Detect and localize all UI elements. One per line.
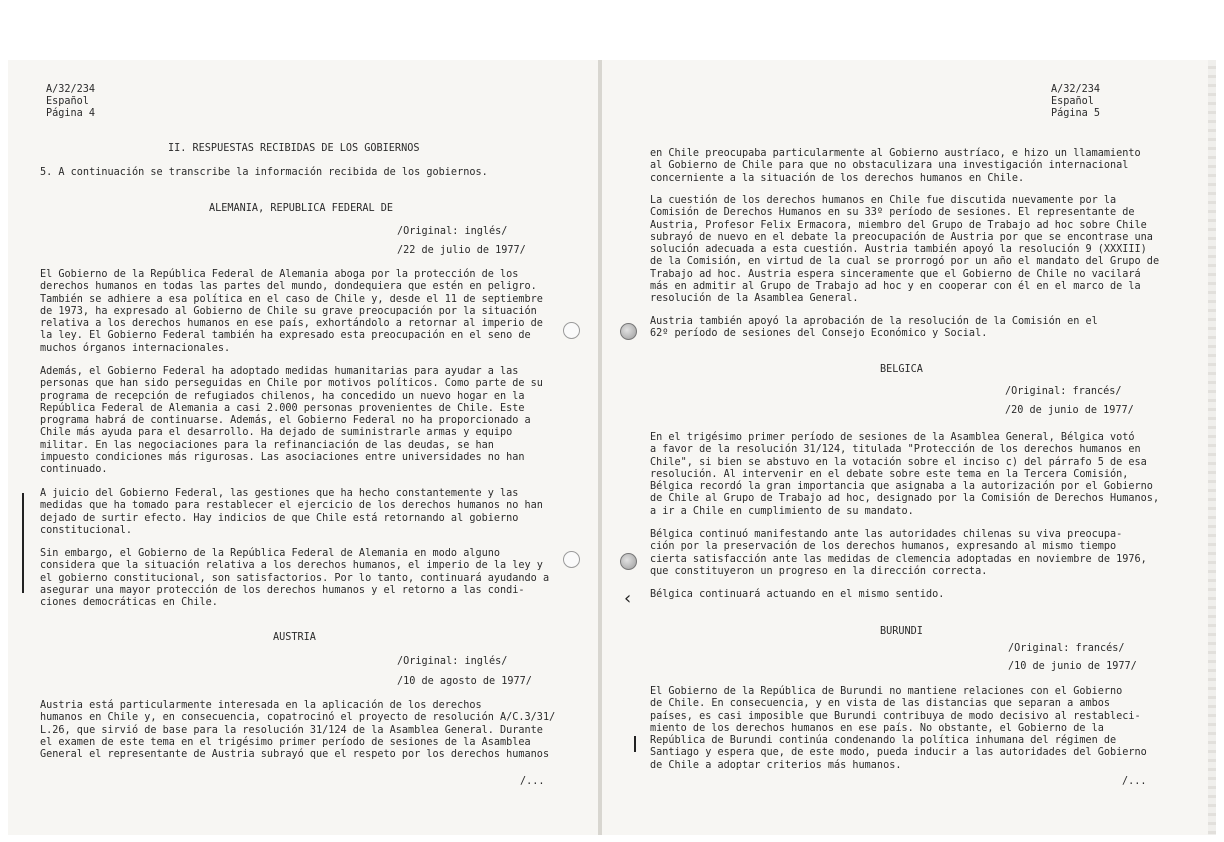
alemania-paragraph-2: Además, el Gobierno Federal ha adoptado medidas humanitarias para ayudar a las personas que han sido perseguidas en Chile por motivos políticos. Como parte de su programa de recepción de refugiados chilenos, ha concedido un nuevo hogar en la República Federal de Alemania a casi 2.000 personas provenientes de Chile. Este programa habrá de continuarse. Además, el Gobierno Federal no ha proporcionado a Chile más ayuda para el desarrollo. Ha dejado de suministrarle armas y equipo militar. En las negociaciones para la refinanciación de las deudas, se han impuesto condiciones más rigurosas. Las asociaciones entre universidades no han continuado. (40, 366, 543, 476)
austria-original: /Original: inglés/ (397, 656, 508, 667)
right-header-page: Página 5 (1051, 108, 1101, 119)
burundi-title: BURUNDI (880, 626, 923, 637)
margin-line-mark (634, 736, 636, 752)
alemania-paragraph-3: A juicio del Gobierno Federal, las gestiones que ha hecho constantemente y las medidas que ha tomado para restablecer el ejercicio de los derechos humanos no han dejado de surtir efecto. Hay indicios de que Chile está retornando al gobierno constitucional. (40, 488, 543, 536)
burundi-date: /10 de junio de 1977/ (1008, 661, 1137, 672)
belgica-title: BELGICA (880, 364, 923, 375)
left-header-symbol: A/32/234 (46, 84, 96, 95)
right-header-language: Español (1051, 96, 1094, 107)
intro-paragraph: 5. A continuación se transcribe la información recibida de los gobiernos. (40, 167, 488, 178)
belgica-paragraph-2: Bélgica continuó manifestando ante las autoridades chilenas su viva preocupa- ción por la preservación de los derechos humanos, expresando al mismo tiempo cierta satisfacción ante las medidas de clemencia adoptadas en noviembre de 1976, que constituyeron un progreso en la dirección correcta. (650, 529, 1147, 577)
left-header-page: Página 4 (46, 108, 96, 119)
austria-paragraph-2: La cuestión de los derechos humanos en Chile fue discutida nuevamente por la Comisión de Derechos Humanos en su 33º período de sesiones. El representante de Austria, Profesor Felix Ermacora, miembro del Grupo de Trabajo ad hoc sobre Chile subrayó de nuevo en el debate la preocupación de Austria por que se encontrase una solución adecuada a esta cuestión. Austria también apoyó la resolución 9 (XXXIII) de la Comisión, en virtud de la cual se prorrogó por un año el mandato del Grupo de Trabajo ad hoc. Austria espera sinceramente que el Gobierno de Chile no vacilará más en admitir al Grupo de Trabajo ad hoc y en cooperar con él en el marco de la resolución de la Asamblea General. (650, 195, 1160, 305)
left-header-language: Español (46, 96, 89, 107)
punch-hole (620, 553, 637, 570)
burundi-original: /Original: francés/ (1008, 643, 1125, 654)
austria-date: /10 de agosto de 1977/ (397, 676, 532, 687)
austria-title: AUSTRIA (273, 632, 316, 643)
burundi-paragraph-1: El Gobierno de la República de Burundi no mantiene relaciones con el Gobierno de Chile. En consecuencia, y en vista de las distancias que separan a ambos países, es casi imposible que Burundi contribuya de modo decisivo al restableci- miento de los derechos humanos en ese país. No obstante, el Gobierno de la República de Burundi continúa condenando la política inhumana del régimen de Santiago y espera que, de este modo, pueda inducir a las autoridades del Gobierno de Chile a adoptar criterios más humanos. (650, 686, 1147, 771)
punch-hole (563, 322, 580, 339)
austria-paragraph-1-continued: en Chile preocupaba particularmente al Gobierno austríaco, e hizo un llamamiento al Gobierno de Chile para que no obstaculizara una investigación internacional concerniente a la situación de los derechos humanos en Chile. (650, 148, 1141, 184)
alemania-date: /22 de julio de 1977/ (397, 245, 526, 256)
right-header-symbol: A/32/234 (1051, 84, 1101, 95)
belgica-original: /Original: francés/ (1005, 386, 1122, 397)
belgica-paragraph-1: En el trigésimo primer período de sesiones de la Asamblea General, Bélgica votó a favor de la resolución 31/124, titulada "Protección de los derechos humanos en Chile", si bien se abstuvo en la votación sobre el inciso c) del párrafo 5 de esa resolución. Al intervenir en el debate sobre este tema en la Tercera Comisión, Bélgica recordó la gran importancia que asignaba a la autorización por el Gobierno de Chile al Grupo de Trabajo ad hoc, designado por la Comisión de Derechos Humanos, a ir a Chile en cumplimiento de su mandato. (650, 432, 1160, 517)
belgica-date: /20 de junio de 1977/ (1005, 405, 1134, 416)
punch-hole (563, 551, 580, 568)
alemania-paragraph-4: Sin embargo, el Gobierno de la República Federal de Alemania en modo alguno considera que la situación relativa a los derechos humanos, el imperio de la ley y el gobierno constitucional, son satisfactorios. Por lo tanto, continuará ayudando a asegurar una mayor protección de los derechos humanos y el retorno a las condi- ciones democráticas en Chile. (40, 548, 550, 609)
alemania-paragraph-1: El Gobierno de la República Federal de Alemania aboga por la protección de los derechos humanos en todas las partes del mundo, dondequiera que estén en peligro. También se adhiere a esa política en el caso de Chile y, desde el 11 de septiembre de 1973, ha expresado al Gobierno de Chile su grave preocupación por la situación relativa a los derechos humanos en ese país, exhortándolo a retornar al imperio de la ley. El Gobierno Federal también ha expresado esta preocupación en el seno de muchos órganos internacionales. (40, 269, 543, 354)
right-continued-marker: /... (1122, 776, 1147, 787)
belgica-paragraph-3: Bélgica continuará actuando en el mismo sentido. (650, 589, 945, 600)
margin-line-mark (22, 493, 24, 593)
page-gutter (598, 60, 602, 835)
section-title: II. RESPUESTAS RECIBIDAS DE LOS GOBIERNOS (168, 143, 420, 154)
austria-paragraph-1: Austria está particularmente interesada en la aplicación de los derechos humanos en Chile y, en consecuencia, copatrocinó el proyecto de resolución A/C.3/31/ L.26, que sirvió de base para la resolución 31/124 de la Asamblea General. Durante el examen de este tema en el trigésimo primer período de sesiones de la Asamblea General el representante de Austria subrayó que el respeto por los derechos humanos (40, 700, 556, 761)
page-edge (1208, 60, 1216, 835)
punch-hole (620, 323, 637, 340)
margin-check-mark: ‹ (624, 588, 632, 609)
austria-paragraph-3: Austria también apoyó la aprobación de la resolución de la Comisión en el 62º período de sesiones del Consejo Económico y Social. (650, 316, 1098, 340)
left-continued-marker: /... (520, 776, 545, 787)
alemania-original: /Original: inglés/ (397, 226, 508, 237)
alemania-title: ALEMANIA, REPUBLICA FEDERAL DE (209, 203, 394, 214)
